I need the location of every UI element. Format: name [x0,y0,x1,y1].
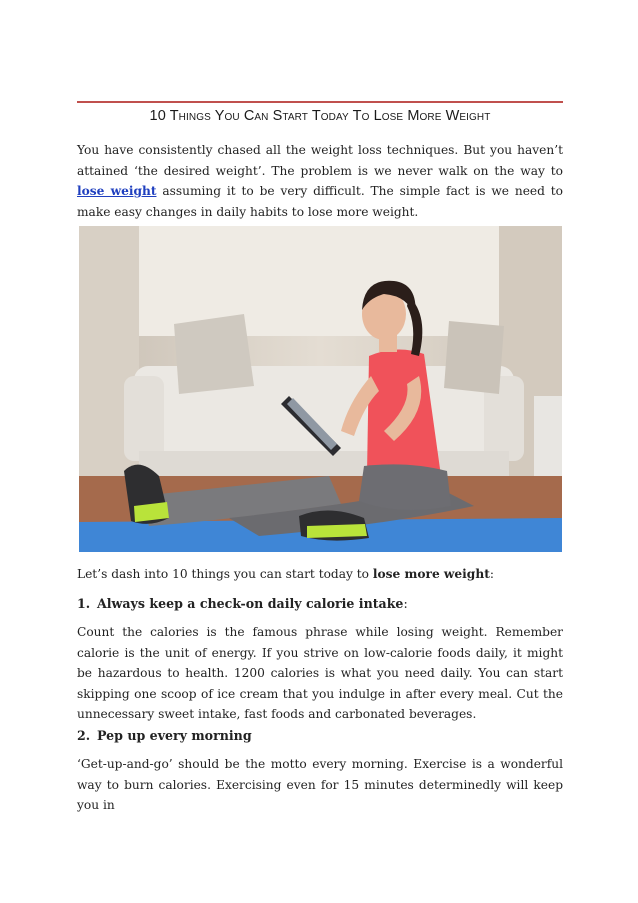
intro-text-after: assuming it to be very difficult. The simple fact is we need to make easy changes in daily habits to lose more weight. [77,184,564,219]
lead-text-before: Let’s dash into 10 things you can start today to [77,567,373,581]
list-heading-1-suffix: : [403,596,408,611]
list-number-1: 1. [77,596,91,611]
list-body-2: ‘Get-up-and-go’ should be the motto every morning. Exercise is a wonderful way to burn calories. Exercising even for 15 minutes determinedly will keep you in [77,757,563,812]
list-heading-1-text: Always keep a check-on daily calorie intake [97,596,404,611]
lose-weight-link[interactable]: lose weight [77,184,157,198]
list-body-1: Count the calories is the famous phrase while losing weight. Remember calorie is the unit of energy. If you strive on low-calorie foods daily, it might be hazardous to health. 1200 calories is what you need daily. You can start skipping one scoop of ice cream that you indulge in after every meal. Cut the unnecessary sweet intake, fast foods and carbonated beverages. [77,625,563,721]
lead-bold-text: lose more weight [372,567,490,581]
lead-text-after: : [489,567,494,581]
article-photo [79,226,562,552]
lead-paragraph [77,564,563,585]
list-heading-2 [77,728,563,743]
intro-paragraph [77,140,563,222]
list-heading-2-text: Pep up every morning [97,728,252,743]
list-heading-1 [77,596,563,611]
page-title [77,108,563,124]
list-number-2: 2. [77,728,91,743]
intro-text-before: You have consistently chased all the weight loss techniques. But you haven’t attained ‘the desired weight’. The problem is we never walk on the way to [77,143,563,178]
title-rule [77,101,563,103]
photo-illustration [79,226,562,552]
page-title-text: 10 Things You Can Start Today To Lose More Weight [149,108,491,124]
